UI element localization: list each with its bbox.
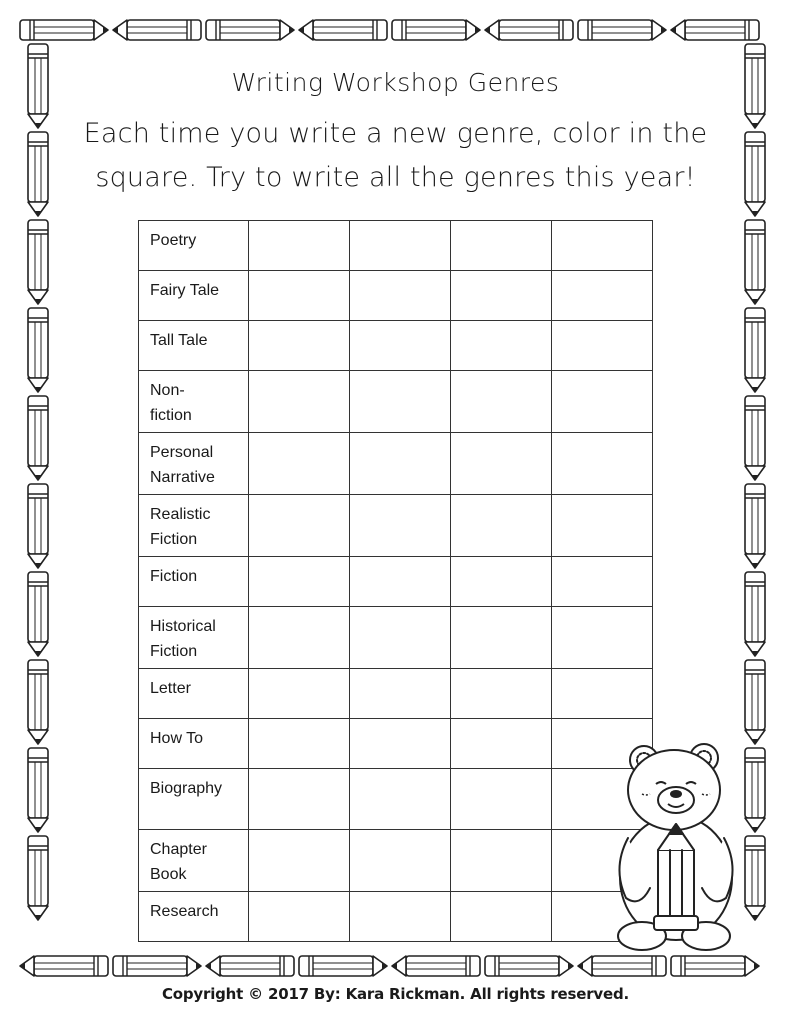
color-in-square[interactable] (249, 830, 350, 892)
pencil-icon (28, 660, 48, 744)
color-in-square[interactable] (249, 371, 350, 433)
color-in-square[interactable] (249, 495, 350, 557)
genre-row (139, 892, 653, 942)
pencil-icon (745, 660, 765, 744)
genre-row (139, 769, 653, 830)
pencil-icon (28, 44, 48, 128)
color-in-square[interactable] (552, 271, 653, 321)
color-in-square[interactable] (249, 669, 350, 719)
color-in-square[interactable] (451, 769, 552, 830)
genre-row (139, 830, 653, 892)
color-in-square[interactable] (451, 433, 552, 495)
genre-label (139, 557, 249, 607)
genre-row (139, 495, 653, 557)
color-in-square[interactable] (552, 495, 653, 557)
genre-label (139, 321, 249, 371)
color-in-square[interactable] (249, 221, 350, 271)
color-in-square[interactable] (350, 769, 451, 830)
genre-row (139, 557, 653, 607)
color-in-square[interactable] (451, 830, 552, 892)
color-in-square[interactable] (552, 669, 653, 719)
color-in-square[interactable] (552, 371, 653, 433)
bear-with-pencil-icon (606, 738, 746, 953)
color-in-square[interactable] (249, 607, 350, 669)
pencil-icon (745, 484, 765, 568)
genre-label-line: How To (150, 730, 204, 747)
instructions-line-2: square. Try to write all the genres this year! (95, 162, 696, 193)
pencil-icon (745, 132, 765, 216)
pencil-icon (28, 132, 48, 216)
pencil-icon (392, 956, 480, 976)
genre-row (139, 221, 653, 271)
color-in-square[interactable] (451, 371, 552, 433)
color-in-square[interactable] (350, 669, 451, 719)
instructions (60, 112, 731, 200)
color-in-square[interactable] (249, 271, 350, 321)
pencil-icon (20, 956, 108, 976)
genre-label-line: Tall Tale (150, 332, 208, 349)
pencil-icon (206, 956, 294, 976)
pencil-icon (578, 20, 666, 40)
color-in-square[interactable] (350, 830, 451, 892)
color-in-square[interactable] (451, 495, 552, 557)
genre-row (139, 433, 653, 495)
color-in-square[interactable] (451, 719, 552, 769)
genre-label (139, 433, 249, 495)
color-in-square[interactable] (451, 221, 552, 271)
genre-label (139, 495, 249, 557)
color-in-square[interactable] (552, 557, 653, 607)
color-in-square[interactable] (350, 221, 451, 271)
color-in-square[interactable] (249, 769, 350, 830)
genre-label-line: Personal (150, 444, 214, 461)
pencil-icon (745, 572, 765, 656)
pencil-icon (113, 956, 201, 976)
genre-label-line: Historical (150, 618, 216, 635)
genre-label-line: Non- (150, 382, 185, 399)
worksheet-title: Writing Workshop Genres (231, 68, 560, 97)
color-in-square[interactable] (350, 607, 451, 669)
pencil-icon (485, 20, 573, 40)
color-in-square[interactable] (451, 607, 552, 669)
genre-row (139, 321, 653, 371)
color-in-square[interactable] (350, 495, 451, 557)
instructions-line-1: Each time you write a new genre, color in the (83, 118, 708, 149)
genre-row (139, 607, 653, 669)
pencil-icon (20, 20, 108, 40)
color-in-square[interactable] (249, 892, 350, 942)
pencil-icon (745, 748, 765, 832)
genre-label-line: Narrative (150, 469, 215, 486)
genre-label (139, 669, 249, 719)
genre-label-line: Research (150, 903, 219, 920)
pencil-icon (392, 20, 480, 40)
color-in-square[interactable] (249, 321, 350, 371)
pencil-icon (299, 956, 387, 976)
genre-label-line: Fiction (150, 643, 198, 660)
color-in-square[interactable] (552, 433, 653, 495)
color-in-square[interactable] (552, 221, 653, 271)
pencil-icon (28, 748, 48, 832)
genre-row (139, 669, 653, 719)
genre-label (139, 221, 249, 271)
color-in-square[interactable] (552, 321, 653, 371)
genre-label (139, 607, 249, 669)
color-in-square[interactable] (350, 271, 451, 321)
color-in-square[interactable] (249, 557, 350, 607)
pencil-icon (28, 484, 48, 568)
color-in-square[interactable] (451, 892, 552, 942)
pencil-icon (28, 572, 48, 656)
color-in-square[interactable] (350, 321, 451, 371)
color-in-square[interactable] (552, 607, 653, 669)
color-in-square[interactable] (451, 271, 552, 321)
genre-label-line: Book (150, 866, 187, 883)
pencil-icon (28, 836, 48, 920)
genre-row (139, 719, 653, 769)
color-in-square[interactable] (249, 719, 350, 769)
genre-label (139, 719, 249, 769)
genre-label-line: Biography (150, 780, 223, 797)
pencil-icon (28, 220, 48, 304)
pencil-icon (28, 396, 48, 480)
genre-label-line: Letter (150, 680, 191, 697)
pencil-icon (745, 44, 765, 128)
genre-label-line: fiction (150, 407, 192, 424)
genre-label-line: Chapter (150, 841, 207, 858)
genre-label-line: Poetry (150, 232, 197, 249)
pencil-icon (671, 956, 759, 976)
genre-label-line: Realistic (150, 506, 211, 523)
pencil-icon (485, 956, 573, 976)
pencil-icon (745, 836, 765, 920)
genre-label (139, 271, 249, 321)
genre-label (139, 371, 249, 433)
genre-label (139, 830, 249, 892)
pencil-icon (745, 308, 765, 392)
pencil-icon (578, 956, 666, 976)
copyright-notice: Copyright © 2017 By: Kara Rickman. All rights reserved. (161, 985, 630, 1003)
pencil-icon (671, 20, 759, 40)
color-in-square[interactable] (350, 371, 451, 433)
pencil-icon (745, 220, 765, 304)
color-in-square[interactable] (249, 433, 350, 495)
genre-label-line: Fiction (150, 531, 198, 548)
genre-label-line: Fairy Tale (150, 282, 220, 299)
color-in-square[interactable] (350, 433, 451, 495)
color-in-square[interactable] (350, 892, 451, 942)
genre-label-line: Fiction (150, 568, 198, 585)
color-in-square[interactable] (350, 557, 451, 607)
genre-label (139, 769, 249, 830)
color-in-square[interactable] (350, 719, 451, 769)
color-in-square[interactable] (451, 321, 552, 371)
pencil-icon (299, 20, 387, 40)
pencil-icon (28, 308, 48, 392)
color-in-square[interactable] (451, 557, 552, 607)
genre-label (139, 892, 249, 942)
genre-row (139, 271, 653, 321)
color-in-square[interactable] (451, 669, 552, 719)
genre-row (139, 371, 653, 433)
pencil-icon (745, 396, 765, 480)
genre-table (138, 220, 653, 942)
pencil-icon (206, 20, 294, 40)
pencil-icon (113, 20, 201, 40)
